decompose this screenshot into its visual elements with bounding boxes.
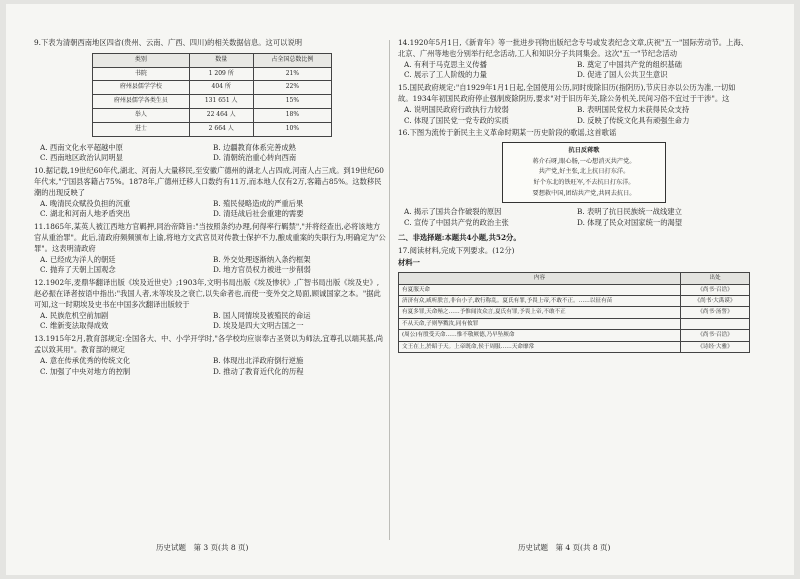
question-10-stem: 10.据记载,19世纪60年代,湖北、河南人大量移民,至安徽广德州的湖北人占四成,河南人占三成。到19世纪60年代末,"宁国县客籍占75%。1878年,广德州迁移人口数约有11万,而本地人仅有2万,客籍占85%。这数移民潮的出现反映了 xyxy=(34,166,384,197)
table-row xyxy=(399,330,750,341)
table-cell: 举人 xyxy=(93,108,190,122)
table-header: 占全国总数比例 xyxy=(253,53,331,67)
table-row xyxy=(399,318,750,329)
question-15 xyxy=(398,83,750,126)
table-row xyxy=(93,95,332,109)
table-cell: 10% xyxy=(253,122,331,136)
table-cell: 22% xyxy=(253,81,331,95)
table-header: 数量 xyxy=(189,53,253,67)
table-header: 类别 xyxy=(93,53,190,67)
right-page xyxy=(398,38,750,353)
page-footer-right: 历史试题 第 4 页(共 8 页) xyxy=(518,543,611,552)
table-cell: 《尚书·召诰》 xyxy=(681,330,750,341)
option-b[interactable]: B. 边疆教育体系完善成熟 xyxy=(213,142,296,152)
table-cell: 15% xyxy=(253,95,331,109)
question-12-options xyxy=(40,311,386,333)
table-cell: 21% xyxy=(253,67,331,81)
table-cell: 《尚书·召诰》 xyxy=(681,284,750,295)
option-a[interactable]: A. 有利于马克思主义传播 xyxy=(404,59,487,69)
question-14 xyxy=(398,38,750,81)
table-row xyxy=(93,122,332,136)
option-b[interactable]: B. 殖民侵略造成的严重后果 xyxy=(213,198,304,208)
option-a[interactable]: A. 揭示了国共合作破裂的原因 xyxy=(404,207,502,217)
option-a[interactable]: A. 西南文化水平超越中原 xyxy=(40,142,123,152)
table-cell: 18% xyxy=(253,108,331,122)
question-15-stem: 15.国民政府规定:"自1929年1月1日起,全国使用公历,同时废除旧历(指阴历),节庆日亦以公历为准,一切如故。1934年初国民政府停止强制废除阴历,要求"对于旧历年关,除公务机关,民间习俗不宜过于干涉"。这 xyxy=(398,83,736,103)
table-cell: 22 464 人 xyxy=(189,108,253,122)
option-c[interactable]: C. 抛弃了天朝上国观念 xyxy=(40,265,116,275)
question-10 xyxy=(34,166,386,220)
table-cell xyxy=(681,318,750,329)
table-cell: 1 209 所 xyxy=(189,67,253,81)
table-row xyxy=(399,284,750,295)
page-divider xyxy=(389,40,390,540)
option-b[interactable]: B. 体现出北洋政府倒行逆施 xyxy=(213,355,304,365)
table-row xyxy=(93,81,332,95)
option-a[interactable]: A. 已经成为洋人的朝廷 xyxy=(40,254,116,264)
question-13 xyxy=(34,334,386,377)
table-cell: 文王在上,於昭于天。上帝既命,侯于周服……天命靡常 xyxy=(399,341,681,352)
table-row xyxy=(399,295,750,306)
question-16 xyxy=(398,128,750,228)
option-b[interactable]: B. 国人同情埃及被殖民的命运 xyxy=(213,310,311,320)
table-cell: 府州县儒学各类生员 xyxy=(93,95,190,109)
song-box xyxy=(502,142,666,203)
question-16-options xyxy=(404,207,750,229)
song-line: 蒋介石呀,眼心肠,一心想消灭共产党。 xyxy=(532,157,636,165)
option-d[interactable]: D. 促进了国人公共卫生意识 xyxy=(577,70,668,80)
option-c[interactable]: C. 宣传了中国共产党的政治主张 xyxy=(404,217,509,227)
question-12 xyxy=(34,278,386,332)
table-cell: (周公)有殷受天命……惟不敬厥德,乃早坠厥命 xyxy=(399,330,681,341)
table-cell: 有夏服天命 xyxy=(399,284,681,295)
option-d[interactable]: D. 推动了教育近代化的历程 xyxy=(213,366,304,376)
page-footer-left: 历史试题 第 3 页(共 8 页) xyxy=(156,543,249,552)
table-cell: 书院 xyxy=(93,67,190,81)
option-d[interactable]: D. 清廷战后社会重建的需要 xyxy=(213,209,304,219)
question-9 xyxy=(34,38,386,164)
option-d[interactable]: D. 埃及是四大文明古国之一 xyxy=(213,321,304,331)
question-10-options xyxy=(40,199,386,221)
question-12-stem: 12.1902年,麦鼎华翻译出版《埃及近世史》;1903年,文明书局出版《埃及惨状》,广智书局出版《埃及史》,赵必振在译者按语中指出:"我国人者,未等埃及之衰亡,以失命者也,而使一变外交之局面,顾诚国家之本。"据此可知,这一时期埃及史书在中国多次翻译出版较于 xyxy=(34,278,381,309)
table-row xyxy=(399,341,750,352)
option-d[interactable]: D. 反映了传统文化具有顽强生命力 xyxy=(577,115,690,125)
table-cell: 府州县儒学学校 xyxy=(93,81,190,95)
section-heading: 二、非选择题:本题共4小题,共52分。 xyxy=(398,232,521,242)
option-a[interactable]: A. 说明国民政府行政执行力较弱 xyxy=(404,104,509,114)
table-cell: 济济有众,咸听朕言,非台小子,敢行称乱。夏氏有罪,予畏上帝,不敢不正。……以征有苗 xyxy=(399,295,681,306)
option-c[interactable]: C. 西南地区政治认同明显 xyxy=(40,153,123,163)
table-row xyxy=(93,108,332,122)
question-14-stem: 14.1920年5月1日,《新青年》等一批进步刊物出版纪念专号或发表纪念文章,庆祝"五一"国际劳动节。上海、北京、广州等地也分别举行纪念活动,工人和知识分子共同集会。这次"五一"节纪念活动 xyxy=(398,38,748,58)
question-17-stem: 17.阅读材料,完成下列要求。(12分) xyxy=(398,245,515,255)
option-d[interactable]: D. 清朝统治重心转向西南 xyxy=(213,153,297,163)
option-d[interactable]: D. 体现了民众对国家统一的渴望 xyxy=(577,217,683,227)
option-a[interactable]: A. 晚清民众赋役负担的沉重 xyxy=(40,198,131,208)
table-cell: 有夏多罪,天命殛之……予惟闻汝众言,夏氏有罪,予畏上帝,不敢不正 xyxy=(399,307,681,318)
material-table xyxy=(398,272,750,353)
option-b[interactable]: B. 奠定了中国共产党的组织基础 xyxy=(577,59,682,69)
material-label: 材料一 xyxy=(398,258,420,268)
table-cell: 404 所 xyxy=(189,81,253,95)
option-b[interactable]: B. 外交处理逐渐纳入条约框架 xyxy=(213,254,311,264)
question-11-stem: 11.1865年,某英人被江西地方官羁押,同治帝降旨:"当按照条约办理,何得率行羁禁","并将经查出,必将该地方官从重治罪"。此后,清政府频频颁布上谕,将地方文武官员对传教士保护不力,酿成重案的失职行为,明确定为"公罪"。这表明清政府 xyxy=(34,222,386,253)
table-cell: 进士 xyxy=(93,122,190,136)
table-row xyxy=(399,307,750,318)
left-page xyxy=(34,38,386,377)
table-cell: 《诗经·大雅》 xyxy=(681,341,750,352)
question-14-options xyxy=(404,60,750,82)
option-a[interactable]: A. 意在传承优秀的传统文化 xyxy=(40,355,131,365)
question-13-options xyxy=(40,356,386,378)
question-15-options xyxy=(404,105,750,127)
option-c[interactable]: C. 体现了国民党一党专政的实质 xyxy=(404,115,509,125)
table-header: 内容 xyxy=(399,273,681,284)
table-row xyxy=(93,67,332,81)
song-line: 好个东北的铁旺军,不去抗日打东洋。 xyxy=(533,178,635,186)
table-cell: 《尚书·汤誓》 xyxy=(681,307,750,318)
question-11 xyxy=(34,222,386,276)
exam-sheet xyxy=(6,4,794,575)
table-cell: 《尚书·大禹谟》 xyxy=(681,295,750,306)
song-line: 共产党,好主张,北上抗日打东洋。 xyxy=(538,168,630,176)
question-11-options xyxy=(40,255,386,277)
question-9-options xyxy=(40,143,386,165)
question-17 xyxy=(398,246,750,353)
option-c[interactable]: C. 展示了工人阶级的力量 xyxy=(404,70,487,80)
option-b[interactable]: B. 表明国民党权力未获得民众支持 xyxy=(577,104,690,114)
option-c[interactable]: C. 加强了中央对地方的控制 xyxy=(40,366,131,376)
table-cell: 不从天命,子则孥戮汝,同有攸罪 xyxy=(399,318,681,329)
question-16-stem: 16.下图为流传于新民主主义革命时期某一历史阶段的歌谣,这首歌谣 xyxy=(398,128,617,138)
option-a[interactable]: A. 民族危机空前加剧 xyxy=(40,310,109,320)
song-line: 要想救中国,团结共产党,共同去抗日。 xyxy=(532,189,636,197)
song-title: 抗日反蒋歌 xyxy=(568,147,600,155)
table-cell: 2 664 人 xyxy=(189,122,253,136)
option-c[interactable]: C. 湖北和河南人地矛盾突出 xyxy=(40,209,131,219)
option-b[interactable]: B. 表明了抗日民族统一战线建立 xyxy=(577,207,682,217)
question-9-table xyxy=(92,53,332,137)
table-cell: 131 651 人 xyxy=(189,95,253,109)
option-d[interactable]: D. 地方官员权力被进一步削弱 xyxy=(213,265,311,275)
question-13-stem: 13.1915年2月,教育部规定:全国各大、中、小学开学时,"各学校均应崇奉古圣贤以为师法,宜尊孔以端其基,尚孟以致其用"。教育部的规定 xyxy=(34,334,384,354)
table-header: 出处 xyxy=(681,273,750,284)
option-c[interactable]: C. 维新变法取得成效 xyxy=(40,321,109,331)
question-9-stem: 9.下表为清朝西南地区四省(贵州、云南、广西、四川)的相关数据信息。这可以说明 xyxy=(34,38,303,47)
